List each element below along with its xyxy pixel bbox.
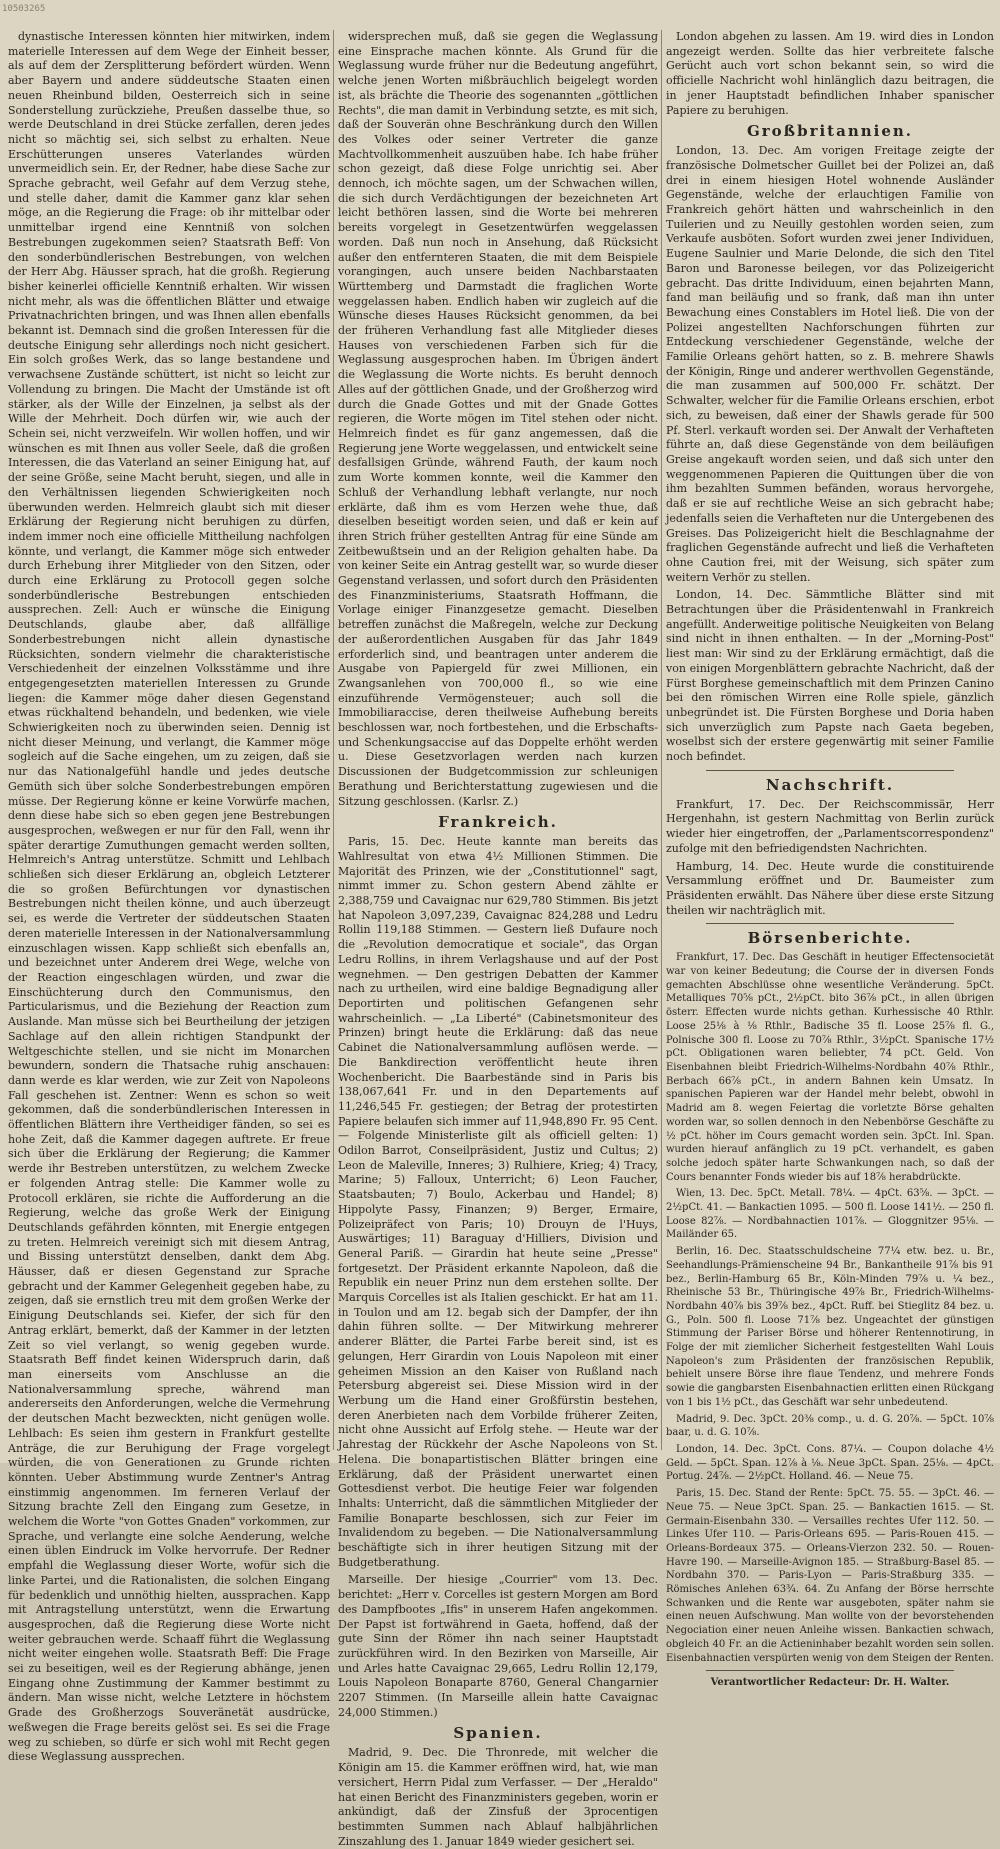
column-1 [8, 30, 330, 1764]
divider [706, 770, 954, 771]
article-text: London abgehen zu lassen. Am 19. wird dies in London angezeigt werden. Sollte das hier verbreitete falsche Gerücht auch vort schon bekannt sein, so wird die officielle Nachricht wohl hinlänglich dazu beitragen, die in jener Hauptstadt befindlichen Inhaber spanischer Papiere zu beruhigen. [666, 30, 994, 117]
market-madrid: Madrid, 9. Dec. 3pCt. 20⅜ comp., u. d. G. 20⅞. — 5pCt. 10⅞ baar, u. d. G. 10⅞. [666, 1413, 994, 1439]
section-heading-nachschrift: Nachschrift. [765, 775, 895, 794]
article-madrid: Madrid, 9. Dec. Die Thronrede, mit welcher die Königin am 15. die Kammer eröffnen wird, hat, wie man versichert, Herrn Pidal zum Verfasser. — Der „Heraldo" hat einen Bericht des Finanzministers gegeben, worin er ankündigt, daß der Zinsfuß der 3procentigen bestimmten Summen nach Ablauf halbjährlichen Zinszahlung des 1. Januar 1849 wieder gesichert sei. [338, 1746, 658, 1848]
section-heading-frankreich: Frankreich. [438, 813, 558, 832]
column-2 [338, 30, 658, 1848]
market-london: London, 14. Dec. 3pCt. Cons. 87¼. — Coupon dolache 4½ Geld. — 5pCt. Span. 12⅞ à ⅛. Neue 3pCt. Span. 25⅛. — 4pCt. Portug. 24⅞. — 2½pCt. Holland. 46. — Neue 75. [666, 1443, 994, 1483]
divider [706, 1670, 954, 1671]
article-text: widersprechen muß, daß sie gegen die Weglassung eine Einsprache machen könnte. Als Grund für die Weglassung wurde früher nur die Bedeutung angeführt, welche jenen Worten mißbräuchlich beigelegt worden ist, als brächte die Theorie des sogenannten „göttlichen Rechts", die man damit in Verbindung setzte, es mit sich, daß der Souverän ohne Beschränkung durch den Willen des Volkes oder seiner Vertreter die ganze Machtvollkommenheit auszuüben habe. Ich habe früher schon gezeigt, daß diese Folge unrichtig sei. Aber dennoch, ich möchte sagen, um der Schwachen willen, die sich durch Verdächtigungen der bezeichneten Art leicht bethören lassen, sind die Worte bei mehreren bereits vorgelegt in Gesetzentwürfen weggelassen worden. Daß nun noch in Ansehung, daß Rücksicht außer den entfernteren Staaten, die mit dem Beispiele vorangingen, auch unsere beiden Nachbarstaaten Württemberg und Darmstadt die fraglichen Worte weggelassen haben. Endlich haben wir zugleich auf die Wünsche dieses Hauses Rücksicht genommen, da bei der früheren Verhandlung fast alle Mitglieder dieses Hauses von verschiedenen Farben sich für die Weglassung ausgesprochen haben. Im Übrigen ändert die Weglassung die Worte nichts. Es beruht dennoch Alles auf der göttlichen Gnade, und der Großherzog wird durch die Gnade Gottes und mit der Gnade Gottes regieren, die Worte mögen im Titel stehen oder nicht. Helmreich findet es für ganz angemessen, daß die Regierung jene Worte weggelassen, und entwickelt seine desfallsigen Gründe, während Fauth, der kaum noch zum Worte kommen konnte, weil die Kammer den Schluß der Verhandlung lebhaft verlangte, nur noch erklärte, daß ihm es vom Herzen wehe thue, daß dieselben beseitigt worden seien, und daß er kein auf ihren Strich früher gestellten Antrag für eine Sünde am Zeitbewußtsein und an der Religion gehalten habe. Da von keiner Seite ein Antrag gestellt war, so wurde dieser Gegenstand verlassen, und sofort durch den Präsidenten des Finanzministeriums, Staatsrath Hoffmann, die Vorlage einiger Finanzgesetze gemacht. Dieselben betreffen zunächst die Maßregeln, welche zur Deckung der außerordentlichen Ausgaben für das Jahr 1849 erforderlich sind, und beantragen unter anderem die Ausgabe von Papiergeld für zwei Millionen, ein Zwangsanlehen von 700,000 fl., so wie eine einzuführende Vermögensteuer; auch soll die Immobiliaraccise, deren theilweise Aufhebung bereits beschlossen war, noch fortbestehen, und die Erbschafts- und Schenkungsaccise auf das Doppelte erhöht werden u. Diese Gesetzvorlagen werden nach kurzen Discussionen der Budgetcommission zur schleunigen Berathung und Berichterstattung zugewiesen und die Sitzung geschlossen. (Karlsr. Z.) [338, 30, 658, 808]
section-heading-grossbritannien: Großbritannien. [746, 122, 914, 141]
article-london-14: London, 14. Dec. Sämmtliche Blätter sind mit Betrachtungen über die Präsidentenwahl in Frankreich angefüllt. Anderweitige politische Neuigkeiten von Belang sind nicht in ihnen enthalten. — In der „Morning-Post" liest man: Wir sind zu der Erklärung ermächtigt, daß die von einigen Morgenblättern gebrachte Nachricht, daß der Fürst Borghese gemeinschaftlich mit dem Prinzen Canino bei den römischen Wirren eine Rolle spiele, gänzlich unbegründet ist. Die Fürsten Borghese und Doria haben sich unverzüglich zum Papste nach Gaeta begeben, woselbst sich der erstere gegenwärtig mit seiner Familie noch befindet. [666, 588, 994, 764]
article-frankfurt: Frankfurt, 17. Dec. Der Reichscommissär, Herr Hergenhahn, ist gestern Nachmittag von Berlin zurück wieder hier eingetroffen, der „Parlamentscorrespondenz" zufolge mit den befriedigendsten Nachrichten. [666, 797, 994, 855]
article-london-13: London, 13. Dec. Am vorigen Freitage zeigte der französische Dolmetscher Guillet bei der Polizei an, daß drei in einem hiesigen Hotel wohnende Ausländer Gegenstände, welche der erlauchtigen Familie von Frankreich gehört hätten und wahrscheinlich in den Tuilerien und zu Neuilly gestohlen worden seien, zum Verkaufe ausböten. Sofort wurden zwei jener Individuen, Eugene Saulnier und Marie Delonde, die sich den Titel Baron und Baronesse beilegen, vor das Polizeigericht gebracht. Das dritte Individuum, einen bejahrten Mann, fand man beiläufig und so frank, daß man ihn unter Bewachung eines Constablers im Hotel ließ. Die von der Polizei angestellten Nachforschungen führten zur Entdeckung verschiedener Gegenstände, welche der Familie Orleans gehört hatten, so z. B. mehrere Shawls der Königin, Ringe und anderer werthvollen Gegenstände, die man zusammen auf 500,000 Fr. schätzt. Der Schwalter, welcher für die Familie Orleans erschien, erbot sich, zu beweisen, daß einer der Shawls gerade für 500 Pf. Sterl. verkauft worden sei. Der Anwalt der Verhafteten führte an, daß diese Gegenstände von dem beiläufigen Greise angekauft worden seien, und daß sich unter den weggenommenen Papieren die Quittungen über die von ihm bezahlten Summen befänden, woraus hervorgehe, daß er sie auf rechtliche Weise an sich gebracht habe; jedenfalls seien die Verhafteten nur die Untergebenen des Greises. Das Polizeigericht hielt die Beschlagnahme der fraglichen Gegenstände aufrecht und ließ die Verhafteten ohne Caution frei, mit der Weisung, sich später zum weitern Verhör zu stellen. [666, 144, 994, 584]
article-paris: Paris, 15. Dec. Heute kannte man bereits das Wahlresultat von etwa 4½ Millionen Stimmen. Die Majorität des Prinzen, wie der „Constitutionnel" sagt, nimmt immer zu. Schon gestern Abend zählte er 2,388,759 und Cavaignac nur 629,780 Stimmen. Bis jetzt hat Napoleon 3,097,239, Cavaignac 824,288 und Ledru Rollin 119,188 Stimmen. — Gestern ließ Dufaure noch die „Revolution democratique et sociale", das Organ Ledru Rollins, in ihrem Verlagshause und auf der Post wegnehmen. — Den gestrigen Debatten der Kammer nach zu urtheilen, wird eine baldige Begnadigung aller Deportirten und politischen Gefangenen sehr wahrscheinlich. — „La Liberté" (Cabinetsmoniteur des Prinzen) bringt heute die Erklärung: daß das neue Cabinet die Nationalversammlung auflösen werde. — Die Bankdirection veröffentlicht heute ihren Wochenbericht. Die Baarbestände sind in Paris bis 138,067,641 Fr. und in den Departements auf 11,246,545 Fr. gestiegen; der Betrag der protestirten Papiere belaufen sich immer auf 11,948,890 Fr. 95 Cent. — Folgende Ministerliste gilt als officiell gelten: 1) Odilon Barrot, Conseilpräsident, Justiz und Cultus; 2) Leon de Maleville, Inneres; 3) Rulhiere, Krieg; 4) Tracy, Marine; 5) Falloux, Unterricht; 6) Leon Faucher, Staatsbauten; 7) Boulo, Ackerbau und Handel; 8) Hippolyte Passy, Finanzen; 9) Berger, Ermaire, Polizeipräfect von Paris; 10) Drouyn de l'Huys, Auswärtiges; 11) Baraguay d'Hilliers, Division und General Pariß. — Girardin hat heute seine „Presse" fortgesetzt. Der Präsident erkannte Napoleon, daß die Republik ein neuer Prinz nun dem erstehen sollte. Der Marquis Corcelles ist als Italien geschickt. Er hat am 11. in Toulon und am 12. begab sich der Dampfer, der ihn dahin führen sollte. — Der Mitwirkung mehrerer anderer Blätter, die Partei Farbe bereit sind, ist es gelungen, Herr Girardin von Louis Napoleon mit einer geheimen Mission an den Kaiser von Rußland nach Petersburg abgereist sei. Diese Mission wird in der Werbung um die Hand einer Großfürstin bestehen, deren Anerbieten nach dem Vorbilde früherer Zeiten, nicht ohne Aussicht auf Erfolg stehe. — Heute war der Jahrestag der Rückkehr der Asche Napoleons von St. Helena. Die bonapartistischen Blätter bringen eine Erklärung, daß der Präsident unerwartet einen Gottesdienst verbot. Die heutige Feier war folgenden Inhalts: Unterricht, daß die sämmtlichen Mitglieder der Familie Bonaparte beschlossen, sich zur Feier im Invalidendom zu begeben. — Die Nationalversammlung beschäftigte sich in ihrer heutigen Sitzung mit der Budgetberathung. [338, 835, 658, 1569]
market-berlin: Berlin, 16. Dec. Staatsschuldscheine 77¼ etw. bez. u. Br., Seehandlungs-Prämienscheine 94 Br., Bankantheile 91⅞ bis 91 bez., Berlin-Hamburg 65 Br., Köln-Minden 79⅞ u. ¼ bez., Rheinische 53 Br., Thüringische 49⅞ Br., Friedrich-Wilhelms-Nordbahn 40⅞ bis 39⅞ bez., 4pCt. Ruff. bei Stieglitz 84 bez. u. G., Poln. 500 fl. Loose 71⅞ bez. Ungeachtet der günstigen Stimmung der Pariser Börse und höherer Rentennotirung, in Folge der mit ziemlicher Sicherheit festgestellten Wahl Louis Napoleon's zum Präsidenten der französischen Republik, behielt unsere Börse ihre flaue Tendenz, und mehrere Fonds sowie die gangbarsten Eisenbahnactien erlitten einen Rückgang von 1 bis 1½ pCt., das Geschäft war sehr unbedeutend. [666, 1246, 994, 1408]
editor-credit: Verantwortlicher Redacteur: Dr. H. Walter. [710, 1677, 950, 1689]
column-rule [333, 30, 334, 1450]
divider [706, 923, 954, 924]
article-hamburg: Hamburg, 14. Dec. Heute wurde die constituirende Versammlung eröffnet und Dr. Baumeister zum Präsidenten erwählt. Das Nähere über diese erste Sitzung theilen wir nachträglich mit. [666, 859, 994, 917]
column-3 [666, 30, 994, 1689]
market-frankfurt: Frankfurt, 17. Dec. Das Geschäft in heutiger Effectensocietät war von keiner Bedeutung; die Course der in diversen Fonds gemachten Abschlüsse ohne wesentliche Veränderung. 5pCt. Metalliques 70⅝ pCt., 2½pCt. bito 36⅞ pCt., in allen übrigen österr. Effecten wurde nichts gethan. Kurhessische 40 Rthlr. Loose 25⅛ à ⅛ Rthlr., Badische 35 fl. Loose 25⅞ fl. G., Polnische 300 fl. Loose zu 70⅞ Rthlr., 3½pCt. Spanische 17½ pCt. Obligationen waren beliebter, 74 pCt. Geld. Von Eisenbahnen bleibt Friedrich-Wilhelms-Nordbahn 40⅞ Rthlr., Berbach 66⅞ pCt., in andern Bahnen kein Umsatz. In spanischen Papieren war der Handel mehr belebt, obwohl in Madrid am 8. wegen Feiertag die vorletzte Börse gehalten worden war, so sollen dennoch in den Nebenbörse Geschäfte zu ½ pCt. höher im Cours gemacht worden sein. 3pCt. Inl. Span. wurden hierauf anfänglich zu 19 pCt. verhandelt, es gaben solche jedoch später harte Schwankungen nach, so daß der Cours benannter Fonds wieder bis auf 18⅞ herabdrückte. [666, 952, 994, 1183]
section-heading-boersenberichte: Börsenberichte. [747, 929, 913, 948]
market-wien: Wien, 13. Dec. 5pCt. Metall. 78¼. — 4pCt. 63⅝. — 3pCt. — 2½pCt. 41. — Bankactien 1095. — 500 fl. Loose 141½. — 250 fl. Loose 82⅞. — Nordbahnactien 101⅞. — Gloggnitzer 95⅛. — Mailänder 65. [666, 1188, 994, 1241]
market-paris: Paris, 15. Dec. Stand der Rente: 5pCt. 75. 55. — 3pCt. 46. — Neue 75. — Neue 3pCt. Span. 25. — Bankactien 1615. — St. Germain-Eisenbahn 330. — Versailles rechtes Ufer 112. 50. — Linkes Ufer 110. — Paris-Orleans 695. — Paris-Rouen 415. — Orleans-Bordeaux 375. — Orleans-Vierzon 232. 50. — Rouen-Havre 190. — Marseille-Avignon 185. — Straßburg-Basel 85. — Nordbahn 370. — Paris-Lyon — Paris-Straßburg 335. — Römisches Anlehen 63¾. 64. Zu Anfang der Börse herrschte Schwanken und die Rente war ausgeboten, später nahm sie einen neuen Aufschwung. Man wollte von der bevorstehenden Negociation einer neuen Anleihe wissen. Bankactien schwach, obgleich 40 Fr. an die Actieninhaber bezahlt worden sein sollen. Eisenbahnactien verspürten wenig von dem Steigen der Renten. [666, 1488, 994, 1664]
section-heading-spanien: Spanien. [453, 1724, 543, 1743]
article-text: dynastische Interessen könnten hier mitwirken, indem materielle Interessen auf dem Wege der Einheit besser, als auf dem der Zersplitterung befördert würden. Wenn aber Bayern und andere süddeutsche Staaten einen neuen Rheinbund bilden, Oesterreich sich in seine Sonderstellung zurückziehe, Preußen dasselbe thue, so werde Deutschland in drei Stücke zerfallen, deren jedes nicht so mächtig sei, sich selbst zu erhalten. Neue Erschütterungen unseres Vaterlandes würden unvermeidlich sein. Er, der Redner, habe diese Sache zur Sprache gebracht, weil Gefahr auf dem Verzug stehe, und stelle daher, damit die Kammer ganz klar sehen möge, an die Regierung die Frage: ob ihr mittelbar oder unmittelbar irgend eine Kenntniß von solchen Bestrebungen zugekommen seien? Staatsrath Beff: Von den sonderbündlerischen Bestrebungen, von welchen der Herr Abg. Häusser sprach, hat die großh. Regierung bisher keinerlei officielle Kenntniß erhalten. Wir wissen nicht mehr, als was die öffentlichen Blätter und etwaige Privatnachrichten bringen, und was Ihnen allen ebenfalls bekannt ist. Demnach sind die großen Interessen für die deutsche Einigung sehr allerdings noch nicht gesichert. Ein solch großes Werk, das so lange bestandene und verwachsene Zustände schüttert, ist nicht so leicht zur Vollendung zu bringen. Die Macht der Umstände ist oft stärker, als der Wille der Einzelnen, ja selbst als der Wille der Mehrheit. Doch dürfen wir, wie auch der Schein sei, nicht verzweifeln. Wir wollen hoffen, und wir wünschen es mit Ihnen aus voller Seele, daß die großen Interessen, die das Vaterland an seiner Einigung hat, auf der seine Größe, seine Macht beruht, siegen, und alle in den Verhältnissen liegenden Schwierigkeiten noch überwunden werden. Helmreich glaubt sich mit dieser Erklärung der Regierung nicht beruhigen zu dürfen, indem immer noch eine officielle Mittheilung nachfolgen könnte, und verlangt, die Kammer möge sich entweder durch Erhebung ihrer Mitglieder von den Sitzen, oder durch eine Erklärung zu Protocoll gegen solche sonderbündlerische Bestrebungen entschieden aussprechen. Zell: Auch er wünsche die Einigung Deutschlands, glaube aber, daß allfällige Sonderbestrebungen nicht allein dynastische Rücksichten, sondern vielmehr die charakteristische Verschiedenheit der einzelnen Volksstämme und ihre entgegengesetzten materiellen Interessen zu Grunde liegen: die Kammer möge daher diesen Gegenstand etwas rückhaltend behandeln, und bedenken, wie viele Schwierigkeiten noch zu überwinden seien. Dennig ist nicht dieser Meinung, und verlangt, die Kammer möge sogleich auf die Sache eingehen, um zu zeigen, daß sie nur das Nationalgefühl handle und jedes deutsche Gemüth sich über solche Sonderbestrebungen empören müsse. Der Regierung könne er keine Vorwürfe machen, denn diese habe sich so eben gegen jene Bestrebungen ausgesprochen, weßwegen er nur für den Fall, wenn ihr später derartige Zumuthungen gemacht werden sollten, Helmreich's Antrag unterstütze. Schmitt und Lehlbach schließen sich dieser Erklärung an, obgleich Letzterer die so großen Befürchtungen vor dynastischen Bestrebungen nicht theilen könne, und auch überzeugt sei, es werde die Vertreter der süddeutschen Staaten deren materielle Interessen in der Nationalversammlung einzuschlagen wissen. Kapp schließt sich ebenfalls an, und bezeichnet unter Anderem drei Wege, welche von der Reaction eingeschlagen würden, und zwar die Einschüchterung durch den Communismus, den Particularismus, und die Beziehung der Reaction zum Auslande. Man müsse sich bei Beurtheilung der jetzigen Sachlage auf den allein richtigen Standpunkt der Weltgeschichte stellen, und sie nicht im Monarchen bewundern, sondern die Thatsache ruhig anschauen: dann werde es klar werden, wie zur Zeit von Napoleons Fall geschehen ist. Zentner: Wenn es schon so weit gekommen, daß die sonderbündlerischen Interessen in öffentlichen Blättern ihre Vertheidiger fänden, so sei es hohe Zeit, daß die Kammer dagegen auftrete. Er freue sich über die Erklärung der Regierung; die Kammer werde ihr Bestreben unterstützen, zu welchem Zwecke er folgenden Antrag stelle: Die Kammer wolle zu Protocoll erklären, sie richte die Aufforderung an die Regierung, welche das große Werk der Einigung Deutschlands gefährden könnten, mit Energie entgegen zu treten. Helmreich vereinigt sich mit diesem Antrag, und Bissing unterstützt denselben, dankt dem Abg. Häusser, daß er diesen Gegenstand zur Sprache gebracht und der Kammer Gelegenheit gegeben habe, zu zeigen, daß sie ernstlich treu mit dem großen Werke der Einigung Deutschlands sei. Kiefer, der sich für den Antrag erklärt, bemerkt, daß der Kammer in der letzten Zeit so viel verlangt, so wenig gegeben wurde. Staatsrath Beff findet keinen Widerspruch darin, daß man einerseits vom Anschlusse an die Nationalversammlung spreche, während man andererseits den Anforderungen, welche die Vermehrung der deutschen Macht bezweckten, nicht genügen wolle. Lehlbach: Es seien ihm gestern in Frankfurt gestellte Anträge, die zur Beruhigung der Frage vorgelegt würden, die von Generationen zu Grunde richten könnten. Ueber Abstimmung wurde Zentner's Antrag einstimmig angenommen. Im ferneren Verlauf der Sitzung brachte Zell den Eingang zum Gesetze, in welchem die Worte "von Gottes Gnaden" vorkommen, zur Sprache, und verlangte eine solche Aenderung, welche einen üblen Eindruck im Volke hervorrufe. Der Redner empfahl die Weglassung dieser Worte, wofür sich die linke Partei, und die Rationalisten, die solchen Eingang für bedenklich und unnöthig hielten, aussprachen. Kapp mit Antragstellung unterstützt, wenn die Erwartung ausgesprochen, daß die Regierung diese Worte nicht weiter gebrauchen werde. Schaaff führt die Weglassung nicht weiter eingehen wolle. Staatsrath Beff: Die Frage sei zu beseitigen, weil es der Regierung abhänge, jenen Eingang ohne Zustimmung der Kammer bestimmt zu ändern. Man wisse nicht, welche Letztere in höchstem Grade des Großherzogs Souveränetät ausdrücke, weßwegen die Frage bereits gelöst sei. Es sei die Frage weg zu schieben, so dürfe er sich wohl mit Recht gegen diese Weglassung aussprechen. [8, 30, 330, 1764]
page-id: 10503265 [2, 4, 46, 14]
article-marseille: Marseille. Der hiesige „Courrier" vom 13. Dec. berichtet: „Herr v. Corcelles ist gestern Morgen am Bord des Dampfbootes „Ifis" in unserem Hafen angekommen. Der Papst ist fortwährend in Gaeta, hoffend, daß der gute Sinn der Römer ihn nach seiner Hauptstadt zurückführen wird. In den Bezirken von Marseille, Air und Arles hatte Cavaignac 29,665, Ledru Rollin 12,179, Louis Napoleon Bonaparte 8760, General Changarnier 2207 Stimmen. (In Marseille allein hatte Cavaignac 24,000 Stimmen.) [338, 1573, 658, 1719]
column-rule [661, 30, 662, 1450]
